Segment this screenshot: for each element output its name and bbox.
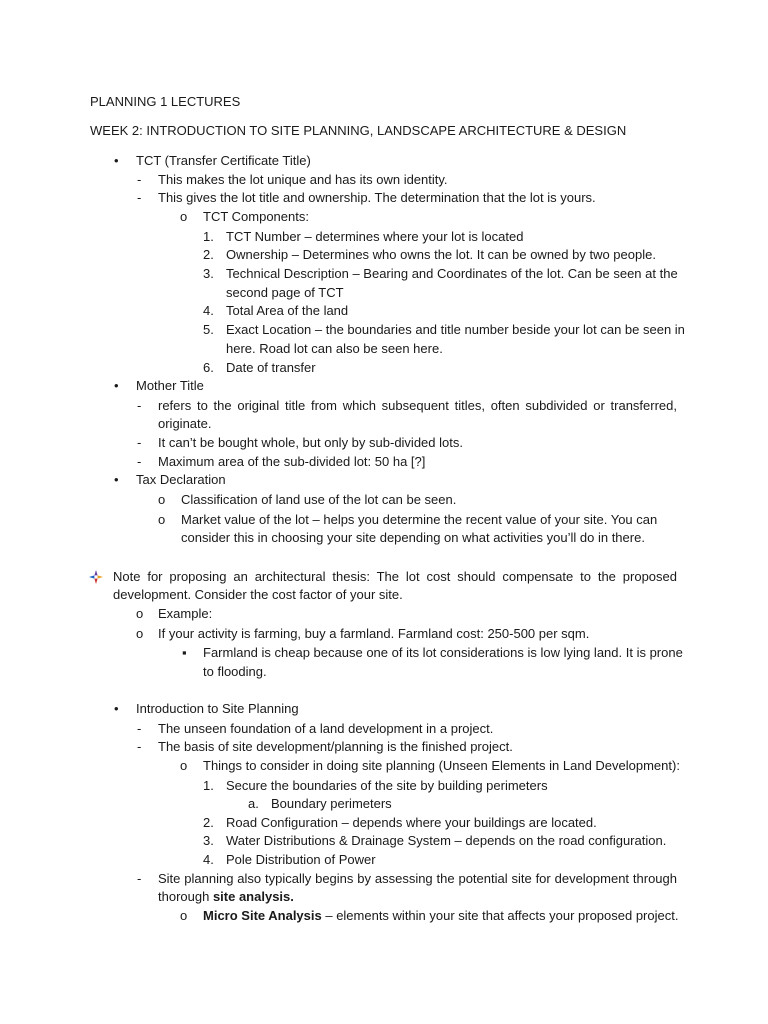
- tct-component-5-line-2: here. Road lot can also be seen here.: [226, 341, 443, 356]
- tct-component-6: Date of transfer: [226, 360, 316, 375]
- circle-marker: o: [158, 492, 166, 507]
- tct-component-4: Total Area of the land: [226, 303, 349, 318]
- tax-declaration-heading: Tax Declaration: [136, 472, 226, 487]
- site-thing-1a: Boundary perimeters: [271, 796, 392, 811]
- number-marker: 6.: [203, 360, 214, 375]
- circle-marker: o: [158, 512, 166, 527]
- note-line-2: development. Consider the cost factor of your site.: [113, 587, 403, 602]
- site-planning-heading: Introduction to Site Planning: [136, 701, 299, 716]
- site-thing-2: Road Configuration – depends where your buildings are located.: [226, 815, 597, 830]
- dash-marker: -: [137, 398, 142, 413]
- circle-marker: o: [136, 606, 144, 621]
- tax-point-2-line-1: Market value of the lot – helps you determine the recent value of your site. You can: [181, 512, 658, 527]
- site-analysis-line-2: [158, 888, 294, 906]
- circle-marker: o: [180, 209, 188, 224]
- number-marker: 4.: [203, 303, 214, 318]
- number-marker: 1.: [203, 229, 214, 244]
- tct-component-2: Ownership – Determines who owns the lot. It can be owned by two people.: [226, 247, 656, 262]
- square-marker: ▪: [182, 645, 187, 660]
- number-marker: 5.: [203, 322, 214, 337]
- tct-point-1: This makes the lot unique and has its own identity.: [158, 172, 448, 187]
- micro-site-analysis-description: – elements within your site that affects your proposed project.: [321, 908, 679, 923]
- bullet-marker: •: [114, 153, 119, 168]
- site-thing-1: Secure the boundaries of the site by building perimeters: [226, 778, 548, 793]
- tax-point-2-line-2: consider this in choosing your site depending on what activities you’ll do in there.: [181, 530, 645, 545]
- site-planning-point-1: The unseen foundation of a land development in a project.: [158, 721, 494, 736]
- number-marker: 3.: [203, 266, 214, 281]
- bullet-marker: •: [114, 378, 119, 393]
- bullet-marker: •: [114, 472, 119, 487]
- note-line-1: Note for proposing an architectural thesis: The lot cost should compensate to the proposed: [113, 569, 677, 584]
- number-marker: 1.: [203, 778, 214, 793]
- mother-title-point-3: Maximum area of the sub-divided lot: 50 ha [?]: [158, 454, 426, 469]
- number-marker: 3.: [203, 833, 214, 848]
- tct-component-1: TCT Number – determines where your lot is located: [226, 229, 524, 244]
- micro-site-analysis-term: Micro Site Analysis: [203, 908, 322, 923]
- tct-components-heading: TCT Components:: [203, 209, 309, 224]
- bullet-marker: •: [114, 701, 119, 716]
- tct-component-3-line-1: Technical Description – Bearing and Coordinates of the lot. Can be seen at the: [226, 266, 678, 281]
- tax-point-1: Classification of land use of the lot can be seen.: [181, 492, 457, 507]
- dash-marker: -: [137, 871, 142, 886]
- dash-marker: -: [137, 190, 142, 205]
- tct-point-2: This gives the lot title and ownership. The determination that the lot is yours.: [158, 190, 596, 205]
- number-marker: 2.: [203, 247, 214, 262]
- site-planning-things-heading: Things to consider in doing site planning (Unseen Elements in Land Development):: [203, 758, 680, 773]
- tct-component-3-line-2: second page of TCT: [226, 285, 344, 300]
- site-analysis-line-1: Site planning also typically begins by assessing the potential site for development through: [158, 871, 677, 886]
- note-farmland-detail-line-1: Farmland is cheap because one of its lot considerations is low lying land. It is prone: [203, 645, 683, 660]
- dash-marker: -: [137, 721, 142, 736]
- mother-title-point-1-line-2: originate.: [158, 416, 212, 431]
- mother-title-point-2: It can’t be bought whole, but only by sub-divided lots.: [158, 435, 463, 450]
- circle-marker: o: [180, 908, 188, 923]
- tct-component-5-line-1: Exact Location – the boundaries and title number beside your lot can be seen in: [226, 322, 685, 337]
- note-farmland-detail-line-2: to flooding.: [203, 664, 267, 679]
- site-analysis-prefix: thorough: [158, 889, 213, 904]
- number-marker: 2.: [203, 815, 214, 830]
- note-farmland: If your activity is farming, buy a farmland. Farmland cost: 250-500 per sqm.: [158, 626, 590, 641]
- document-header: PLANNING 1 LECTURES: [90, 94, 241, 109]
- site-analysis-term: site analysis.: [212, 889, 294, 904]
- site-thing-4: Pole Distribution of Power: [226, 852, 376, 867]
- dash-marker: -: [137, 172, 142, 187]
- note-example-label: Example:: [158, 606, 213, 621]
- four-point-star-icon: [89, 570, 103, 584]
- letter-marker: a.: [248, 796, 259, 811]
- week-title: WEEK 2: INTRODUCTION TO SITE PLANNING, LANDSCAPE ARCHITECTURE & DESIGN: [90, 123, 627, 138]
- number-marker: 4.: [203, 852, 214, 867]
- dash-marker: -: [137, 454, 142, 469]
- site-planning-point-2: The basis of site development/planning is the finished project.: [158, 739, 513, 754]
- dash-marker: -: [137, 739, 142, 754]
- dash-marker: -: [137, 435, 142, 450]
- circle-marker: o: [180, 758, 188, 773]
- circle-marker: o: [136, 626, 144, 641]
- mother-title-heading: Mother Title: [136, 378, 204, 393]
- micro-site-analysis: [203, 907, 678, 925]
- mother-title-point-1-line-1: refers to the original title from which subsequent titles, often subdivided or transferred,: [158, 398, 677, 413]
- site-thing-3: Water Distributions & Drainage System – depends on the road configuration.: [226, 833, 667, 848]
- tct-heading: TCT (Transfer Certificate Title): [136, 153, 311, 168]
